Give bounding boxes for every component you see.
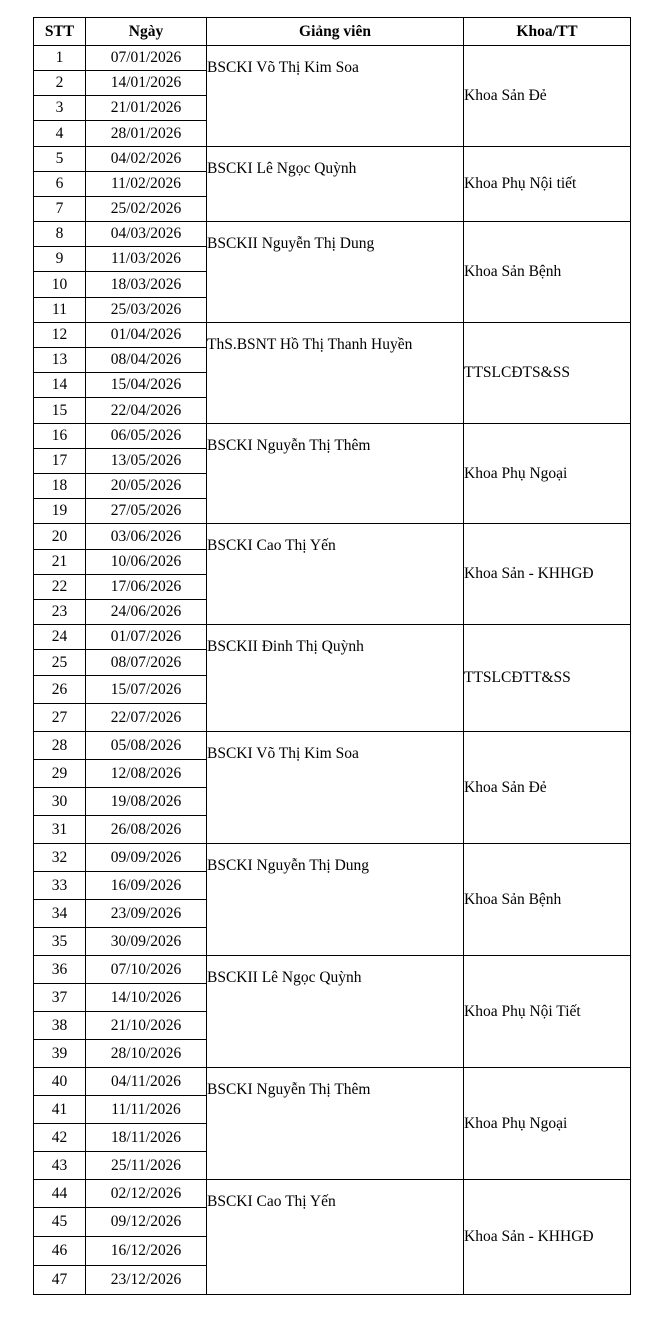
row-stt: 43 xyxy=(34,1152,86,1180)
row-date: 30/09/2026 xyxy=(86,928,207,956)
row-date: 22/07/2026 xyxy=(86,704,207,732)
table-row xyxy=(34,732,631,760)
row-stt: 18 xyxy=(34,474,86,499)
header-stt: STT xyxy=(34,18,86,46)
row-stt: 25 xyxy=(34,650,86,676)
row-date: 07/10/2026 xyxy=(86,956,207,984)
lecturer-cell xyxy=(207,323,464,424)
department-cell: Khoa Sản Đẻ xyxy=(464,732,631,844)
row-stt: 9 xyxy=(34,247,86,272)
lecturer-name: BSCKI Nguyễn Thị Dung xyxy=(207,857,370,874)
row-date: 15/04/2026 xyxy=(86,373,207,398)
lecturer-cell xyxy=(207,46,464,147)
lecturer-cell xyxy=(207,1068,464,1180)
row-stt: 12 xyxy=(34,323,86,348)
lecturer-name: ThS.BSNT Hồ Thị Thanh Huyền xyxy=(207,336,413,353)
schedule-body xyxy=(34,46,631,1295)
row-date: 14/10/2026 xyxy=(86,984,207,1012)
table-row xyxy=(34,222,631,247)
row-date: 04/02/2026 xyxy=(86,147,207,172)
table-row xyxy=(34,625,631,650)
department-cell: Khoa Sản Bệnh xyxy=(464,222,631,323)
row-date: 16/12/2026 xyxy=(86,1237,207,1266)
row-stt: 7 xyxy=(34,197,86,222)
row-stt: 21 xyxy=(34,550,86,575)
row-stt: 5 xyxy=(34,147,86,172)
row-date: 24/06/2026 xyxy=(86,600,207,625)
header-lecturer: Giảng viên xyxy=(207,18,464,46)
department-cell: Khoa Sản Bệnh xyxy=(464,844,631,956)
row-date: 10/06/2026 xyxy=(86,550,207,575)
row-stt: 27 xyxy=(34,704,86,732)
row-date: 03/06/2026 xyxy=(86,524,207,550)
row-stt: 2 xyxy=(34,71,86,96)
row-stt: 28 xyxy=(34,732,86,760)
row-date: 08/07/2026 xyxy=(86,650,207,676)
row-date: 11/11/2026 xyxy=(86,1096,207,1124)
row-stt: 38 xyxy=(34,1012,86,1040)
table-row xyxy=(34,424,631,449)
table-row xyxy=(34,844,631,872)
lecturer-cell xyxy=(207,524,464,625)
row-date: 02/12/2026 xyxy=(86,1180,207,1208)
row-stt: 10 xyxy=(34,272,86,298)
row-stt: 45 xyxy=(34,1208,86,1237)
table-row xyxy=(34,323,631,348)
row-stt: 42 xyxy=(34,1124,86,1152)
row-date: 22/04/2026 xyxy=(86,398,207,424)
row-stt: 46 xyxy=(34,1237,86,1266)
row-date: 28/01/2026 xyxy=(86,121,207,147)
row-date: 01/04/2026 xyxy=(86,323,207,348)
department-cell: Khoa Sản Đẻ xyxy=(464,46,631,147)
row-date: 09/09/2026 xyxy=(86,844,207,872)
row-stt: 23 xyxy=(34,600,86,625)
row-date: 08/04/2026 xyxy=(86,348,207,373)
schedule-table xyxy=(33,17,631,1295)
row-stt: 24 xyxy=(34,625,86,650)
row-stt: 11 xyxy=(34,298,86,323)
row-stt: 14 xyxy=(34,373,86,398)
row-date: 04/11/2026 xyxy=(86,1068,207,1096)
row-date: 17/06/2026 xyxy=(86,575,207,600)
lecturer-name: BSCKI Cao Thị Yến xyxy=(207,537,336,554)
row-date: 25/02/2026 xyxy=(86,197,207,222)
row-date: 07/01/2026 xyxy=(86,46,207,71)
row-date: 23/12/2026 xyxy=(86,1266,207,1295)
lecturer-name: BSCKII Lê Ngọc Quỳnh xyxy=(207,969,362,986)
row-stt: 47 xyxy=(34,1266,86,1295)
lecturer-name: BSCKI Nguyễn Thị Thêm xyxy=(207,437,371,454)
header-row xyxy=(34,18,631,46)
row-date: 16/09/2026 xyxy=(86,872,207,900)
department-cell: Khoa Sản - KHHGĐ xyxy=(464,1180,631,1295)
row-stt: 31 xyxy=(34,816,86,844)
lecturer-cell xyxy=(207,424,464,524)
lecturer-name: BSCKII Đinh Thị Quỳnh xyxy=(207,638,364,655)
row-stt: 26 xyxy=(34,676,86,704)
row-stt: 1 xyxy=(34,46,86,71)
row-stt: 19 xyxy=(34,499,86,524)
row-date: 14/01/2026 xyxy=(86,71,207,96)
row-date: 27/05/2026 xyxy=(86,499,207,524)
row-date: 05/08/2026 xyxy=(86,732,207,760)
department-cell: Khoa Phụ Ngoại xyxy=(464,1068,631,1180)
table-row xyxy=(34,1068,631,1096)
header-date: Ngày xyxy=(86,18,207,46)
lecturer-name: BSCKII Nguyễn Thị Dung xyxy=(207,235,375,252)
row-date: 15/07/2026 xyxy=(86,676,207,704)
department-cell: Khoa Phụ Nội Tiết xyxy=(464,956,631,1068)
row-stt: 44 xyxy=(34,1180,86,1208)
row-date: 26/08/2026 xyxy=(86,816,207,844)
row-date: 11/02/2026 xyxy=(86,172,207,197)
row-stt: 39 xyxy=(34,1040,86,1068)
row-stt: 41 xyxy=(34,1096,86,1124)
department-cell: Khoa Phụ Ngoại xyxy=(464,424,631,524)
row-date: 09/12/2026 xyxy=(86,1208,207,1237)
lecturer-cell xyxy=(207,1180,464,1295)
lecturer-cell xyxy=(207,625,464,732)
row-date: 06/05/2026 xyxy=(86,424,207,449)
table-row xyxy=(34,1180,631,1208)
row-stt: 36 xyxy=(34,956,86,984)
row-date: 18/11/2026 xyxy=(86,1124,207,1152)
table-row xyxy=(34,147,631,172)
row-date: 12/08/2026 xyxy=(86,760,207,788)
row-date: 28/10/2026 xyxy=(86,1040,207,1068)
row-stt: 34 xyxy=(34,900,86,928)
row-stt: 37 xyxy=(34,984,86,1012)
row-stt: 32 xyxy=(34,844,86,872)
row-date: 25/03/2026 xyxy=(86,298,207,323)
row-date: 01/07/2026 xyxy=(86,625,207,650)
row-stt: 20 xyxy=(34,524,86,550)
row-stt: 15 xyxy=(34,398,86,424)
row-date: 13/05/2026 xyxy=(86,449,207,474)
row-stt: 13 xyxy=(34,348,86,373)
row-stt: 29 xyxy=(34,760,86,788)
row-date: 19/08/2026 xyxy=(86,788,207,816)
lecturer-cell xyxy=(207,222,464,323)
row-date: 21/10/2026 xyxy=(86,1012,207,1040)
lecturer-name: BSCKI Lê Ngọc Quỳnh xyxy=(207,160,357,177)
department-cell: Khoa Phụ Nội tiết xyxy=(464,147,631,222)
row-date: 18/03/2026 xyxy=(86,272,207,298)
row-stt: 16 xyxy=(34,424,86,449)
department-cell: Khoa Sản - KHHGĐ xyxy=(464,524,631,625)
lecturer-cell xyxy=(207,732,464,844)
row-date: 23/09/2026 xyxy=(86,900,207,928)
row-stt: 35 xyxy=(34,928,86,956)
header-dept: Khoa/TT xyxy=(464,18,631,46)
lecturer-name: BSCKI Võ Thị Kim Soa xyxy=(207,59,359,76)
row-date: 04/03/2026 xyxy=(86,222,207,247)
row-stt: 4 xyxy=(34,121,86,147)
row-stt: 33 xyxy=(34,872,86,900)
department-cell: TTSLCĐTT&SS xyxy=(464,625,631,732)
row-date: 21/01/2026 xyxy=(86,96,207,121)
table-row xyxy=(34,524,631,550)
row-stt: 8 xyxy=(34,222,86,247)
table-row xyxy=(34,956,631,984)
row-stt: 30 xyxy=(34,788,86,816)
row-stt: 6 xyxy=(34,172,86,197)
row-stt: 17 xyxy=(34,449,86,474)
row-stt: 3 xyxy=(34,96,86,121)
row-stt: 22 xyxy=(34,575,86,600)
lecturer-name: BSCKI Nguyễn Thị Thêm xyxy=(207,1081,371,1098)
lecturer-cell xyxy=(207,956,464,1068)
lecturer-name: BSCKI Võ Thị Kim Soa xyxy=(207,745,359,762)
row-date: 25/11/2026 xyxy=(86,1152,207,1180)
row-date: 11/03/2026 xyxy=(86,247,207,272)
table-row xyxy=(34,46,631,71)
lecturer-name: BSCKI Cao Thị Yến xyxy=(207,1193,336,1210)
lecturer-cell xyxy=(207,844,464,956)
department-cell: TTSLCĐTS&SS xyxy=(464,323,631,424)
row-stt: 40 xyxy=(34,1068,86,1096)
row-date: 20/05/2026 xyxy=(86,474,207,499)
lecturer-cell xyxy=(207,147,464,222)
